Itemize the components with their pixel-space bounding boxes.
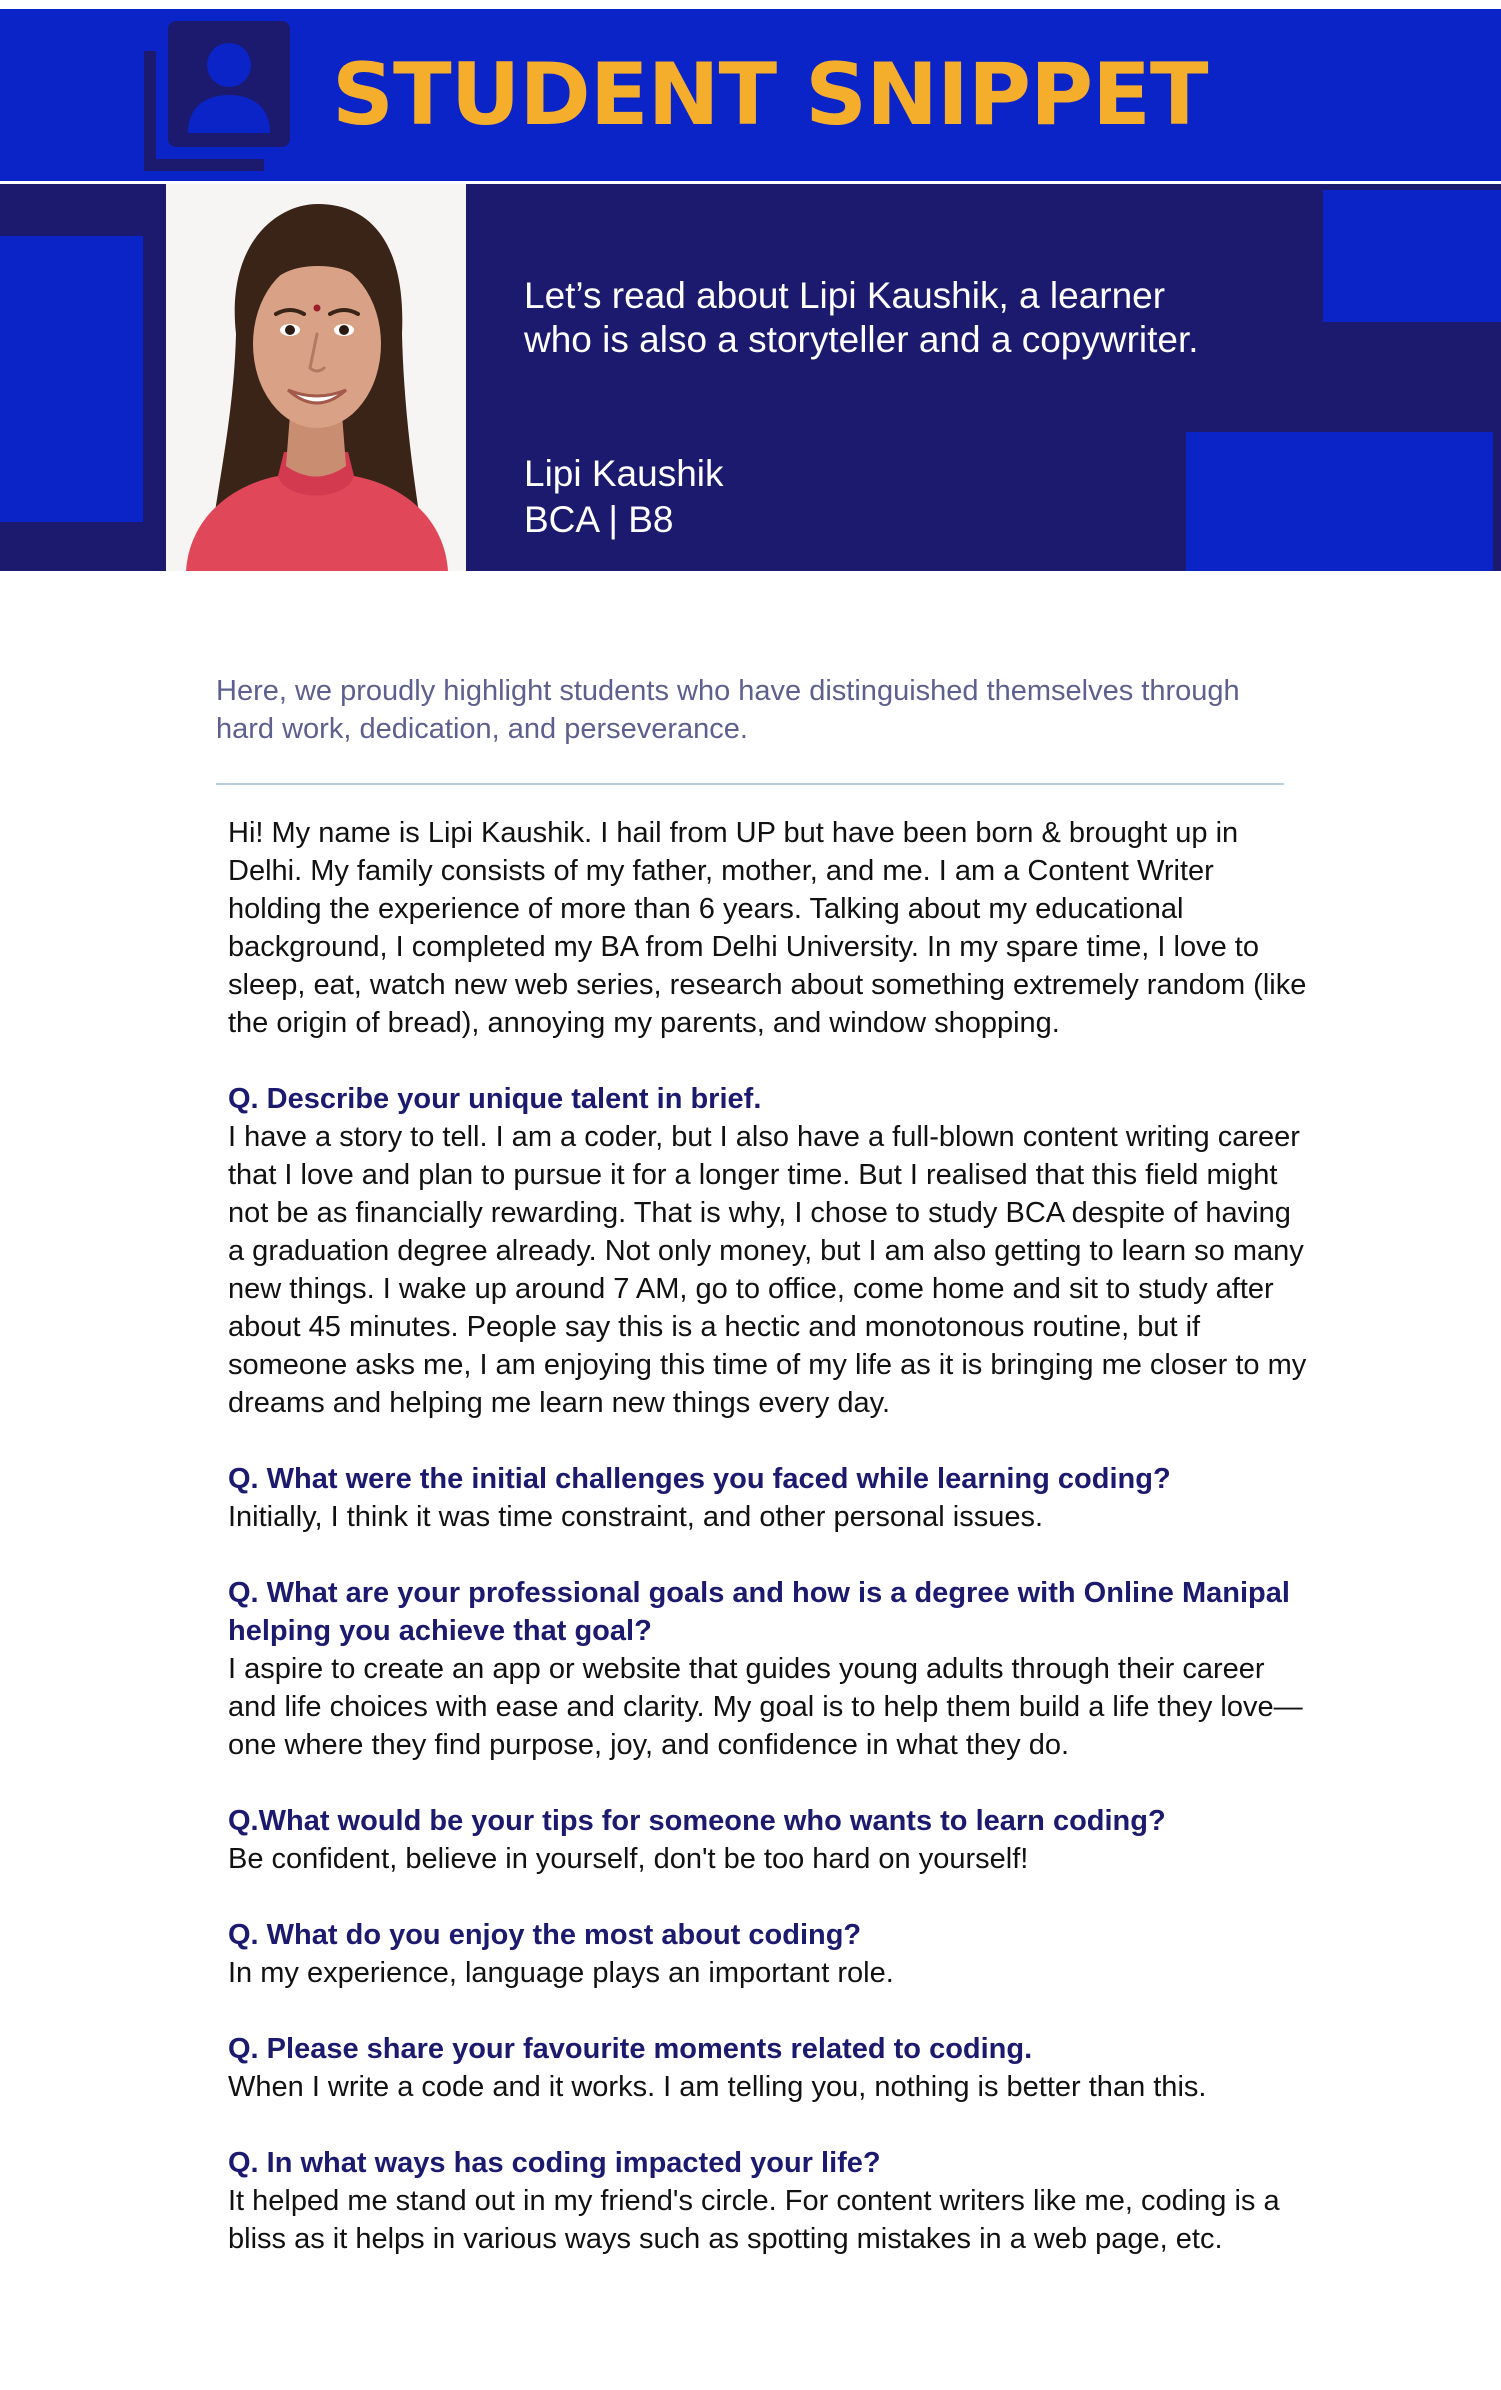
- decor-block-bottom-right: [1186, 432, 1493, 571]
- qa-question: Q. In what ways has coding impacted your life?: [228, 2147, 881, 2179]
- student-photo: [166, 184, 466, 571]
- hero-section: [0, 184, 1501, 571]
- qa-item: [228, 2030, 1308, 2106]
- header-banner: [0, 9, 1501, 181]
- qa-question: Q. Please share your favourite moments related to coding.: [228, 2033, 1033, 2065]
- qa-question: Q. What are your professional goals and how is a degree with Online Manipal helping you achieve that goal?: [228, 1577, 1290, 1647]
- section-divider: [216, 783, 1284, 785]
- section-tagline: Here, we proudly highlight students who have distinguished themselves through hard work, dedication, and perseverance.: [216, 675, 1240, 745]
- qa-answer: It helped me stand out in my friend's circle. For content writers like me, coding is a bliss as it helps in various ways such as spotting mistakes in a web page, etc.: [228, 2185, 1280, 2255]
- qa-item: [228, 1574, 1308, 1764]
- qa-answer: I have a story to tell. I am a coder, but I also have a full-blown content writing career that I love and plan to pursue it for a longer time. But I realised that this field might not be as financially rewarding. That is why, I chose to study BCA despite of having a graduation degree already. Not only money, but I am also getting to learn so many new things. I wake up around 7 AM, go to office, come home and sit to study after about 45 minutes. People say this is a hectic and monotonous routine, but if someone asks me, I am enjoying this time of my life as it is bringing me closer to my dreams and helping me learn new things every day.: [228, 1121, 1307, 1419]
- qa-item: [228, 1916, 1308, 1992]
- qa-question: Q.What would be your tips for someone who wants to learn coding?: [228, 1805, 1166, 1837]
- qa-question: Q. What do you enjoy the most about coding?: [228, 1919, 862, 1951]
- qa-question: Q. What were the initial challenges you faced while learning coding?: [228, 1463, 1171, 1495]
- hero-intro-text: Let’s read about Lipi Kaushik, a learner who is also a storyteller and a copywriter.: [524, 275, 1199, 360]
- qa-answer: I aspire to create an app or website that guides young adults through their career and life choices with ease and clarity. My goal is to help them build a life they love—one where they find purpose, joy, and confidence in what they do.: [228, 1653, 1303, 1761]
- student-batch: BCA | B8: [524, 499, 674, 540]
- qa-answer: Initially, I think it was time constraint, and other personal issues.: [228, 1501, 1044, 1533]
- article-body: [228, 814, 1308, 2258]
- qa-item: [228, 1080, 1308, 1422]
- qa-question: Q. Describe your unique talent in brief.: [228, 1083, 762, 1115]
- qa-answer: When I write a code and it works. I am telling you, nothing is better than this.: [228, 2071, 1207, 2103]
- qa-item: [228, 1802, 1308, 1878]
- qa-answer: In my experience, language plays an important role.: [228, 1957, 894, 1989]
- student-name: Lipi Kaushik: [524, 453, 724, 494]
- profile-gallery-icon: [142, 21, 290, 171]
- qa-answer: Be confident, believe in yourself, don't be too hard on yourself!: [228, 1843, 1029, 1875]
- decor-block-top-right: [1323, 190, 1501, 322]
- intro-paragraph: Hi! My name is Lipi Kaushik. I hail from UP but have been born & brought up in Delhi. My family consists of my father, mother, and me. I am a Content Writer holding the experience of more than 6 years. Talking about my educational background, I completed my BA from Delhi University. In my spare time, I love to sleep, eat, watch new web series, research about something extremely random (like the origin of bread), annoying my parents, and window shopping.: [228, 817, 1307, 1039]
- qa-item: [228, 2144, 1308, 2258]
- page-title: STUDENT SNIPPET: [332, 45, 1208, 145]
- qa-item: [228, 1460, 1308, 1536]
- decor-block-left: [0, 236, 143, 522]
